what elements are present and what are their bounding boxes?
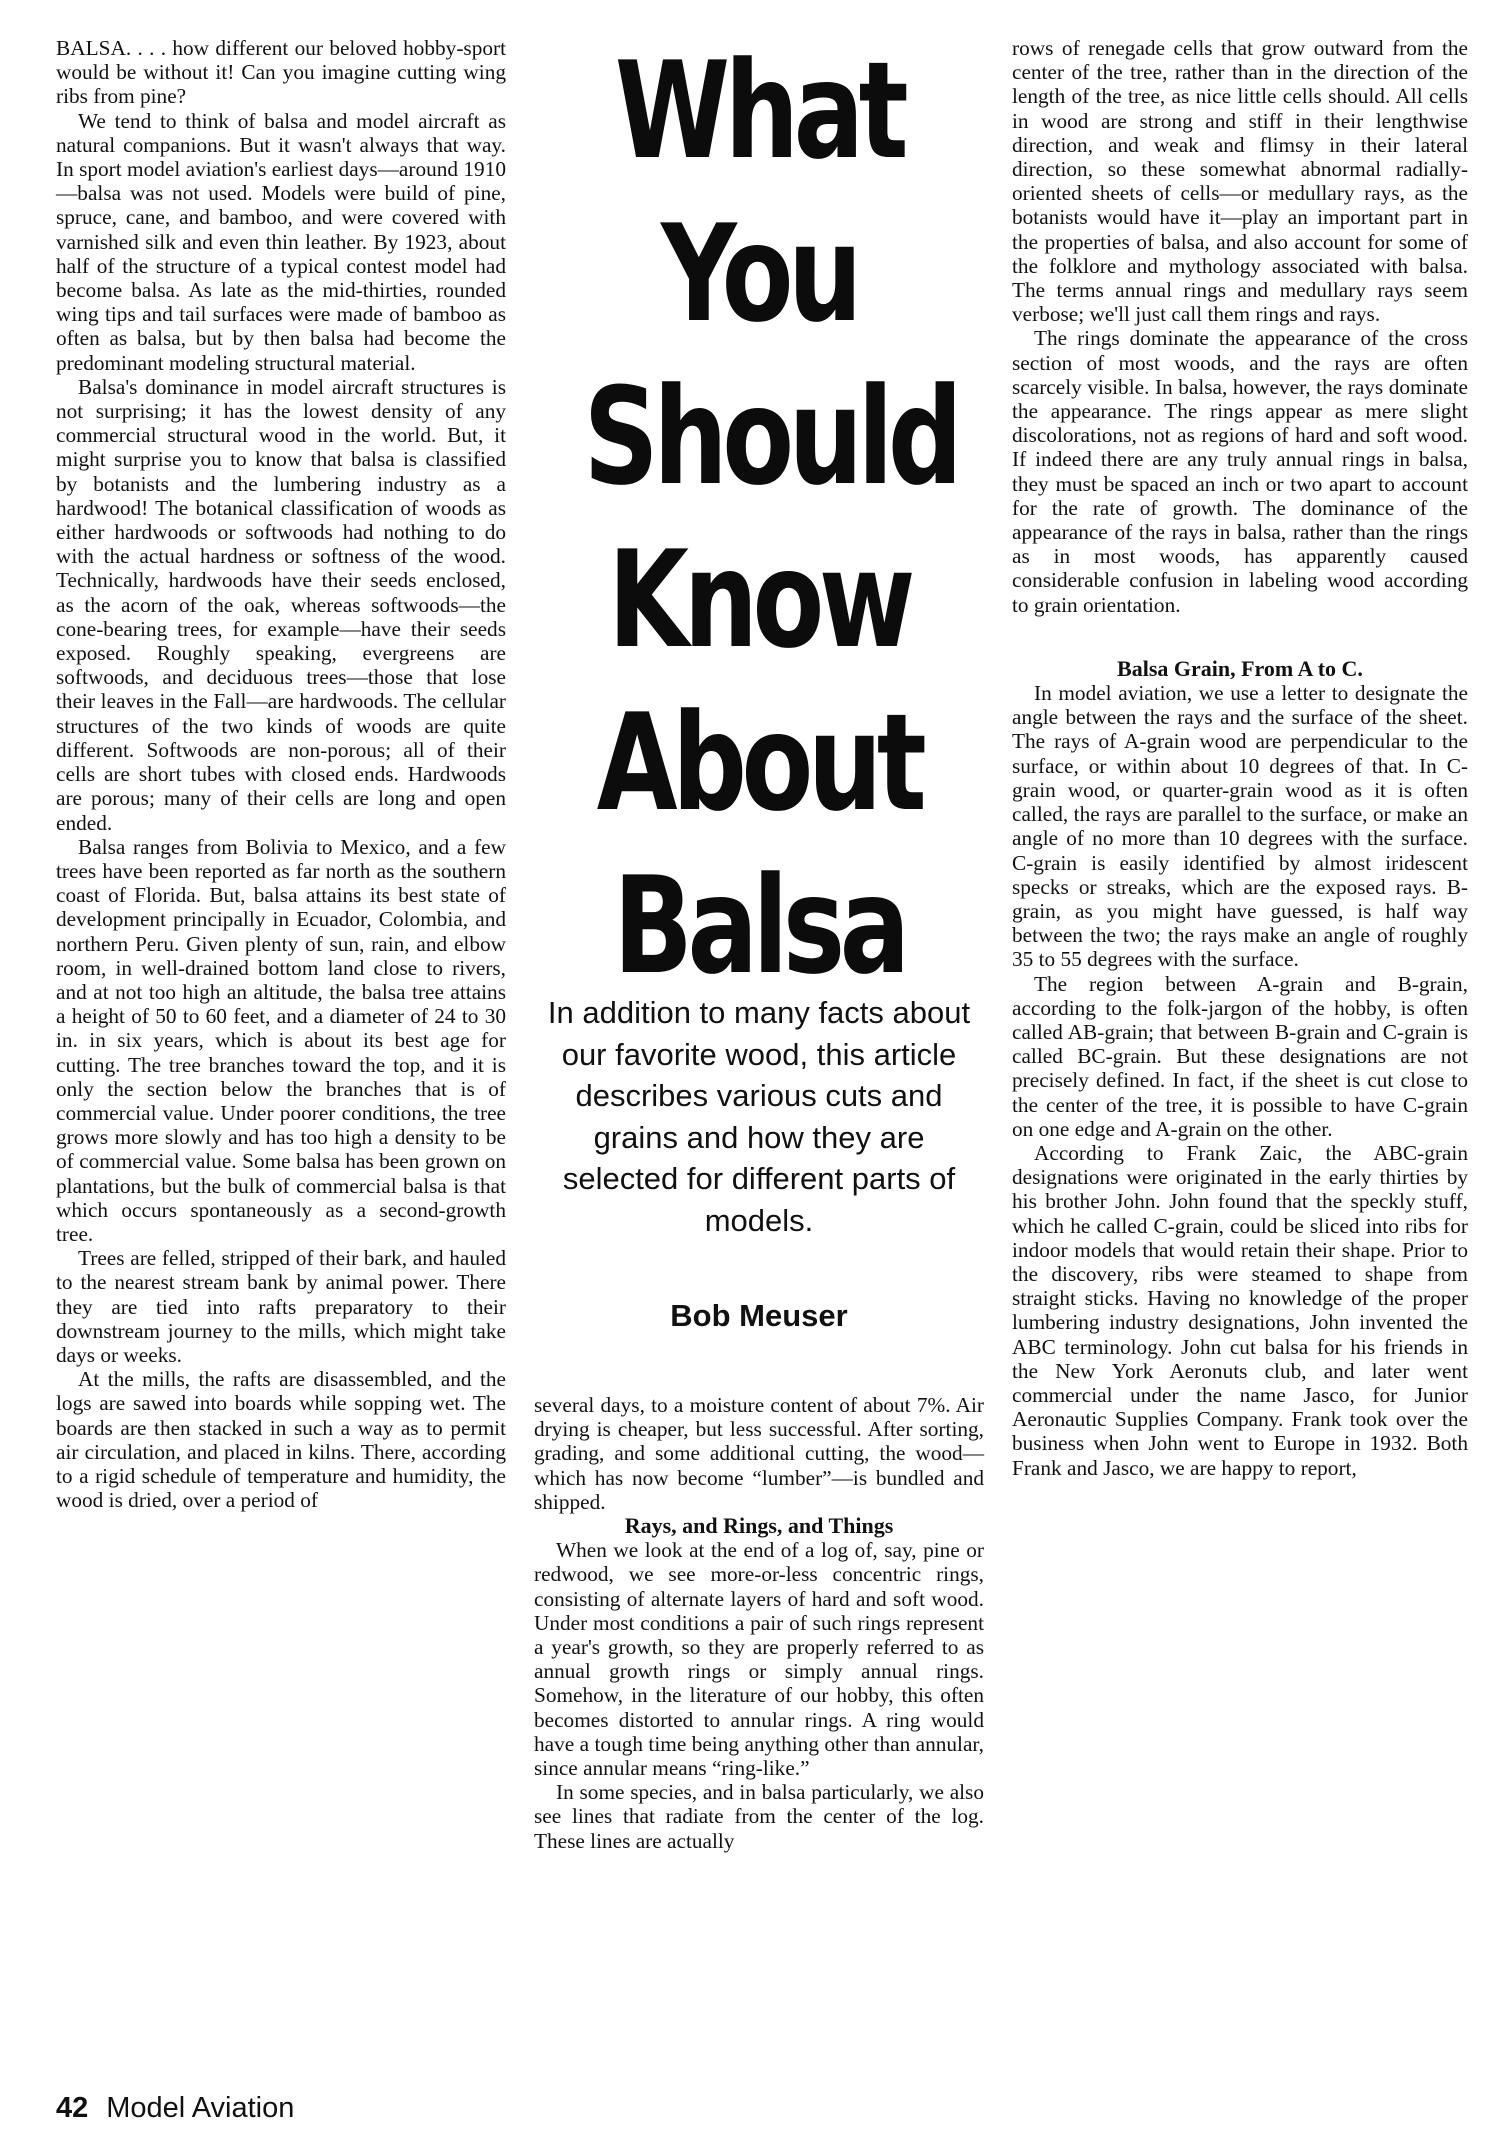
- right-column: [1012, 36, 1468, 1480]
- body-paragraph: BALSA. . . . how different our beloved hobby-sport would be without it! Can you imagine cutting wing ribs from pine?: [56, 36, 506, 109]
- title-line: Should: [583, 359, 958, 515]
- middle-column: [534, 1393, 984, 1853]
- body-paragraph: In model aviation, we use a letter to designate the angle between the rays and the surface of the sheet. The rays of A-grain wood are perpendicular to the surface, or within about 10 degrees of that. In C-grain wood, or quarter-grain wood as it is often called, the rays are parallel to the surface, or make an angle of no more than 10 degrees with the surface. C-grain is easily identified by almost iridescent specks or streaks, which are the exposed rays. B-grain, as you might have guessed, is half way between the two; the rays make an angle of roughly 35 to 55 degrees with the surface.: [1012, 681, 1468, 972]
- body-paragraph: The rings dominate the appearance of the cross section of most woods, and the rays are often scarcely visible. In balsa, however, the rays dominate the appearance. The rings appear as mere slight discolorations, not as regions of hard and soft wood. If indeed there are any truly annual rings in balsa, they must be spaced an inch or two apart to account for the rate of growth. The dominance of the appearance of the rays in balsa, rather than the rings as in most woods, has apparently caused considerable confusion in labeling wood according to grain orientation.: [1012, 326, 1468, 617]
- body-paragraph: At the mills, the rafts are disassembled, and the logs are sawed into boards while sopping wet. The boards are then stacked in such a way as to permit air circulation, and placed in kilns. There, according to a rigid schedule of temperature and humidity, the wood is dried, over a period of: [56, 1367, 506, 1513]
- body-paragraph: We tend to think of balsa and model aircraft as natural companions. But it wasn't always that way. In sport model aviation's earliest days—around 1910—balsa was not used. Models were build of pine, spruce, cane, and bamboo, and were covered with varnished silk and even thin leather. By 1923, about half of the structure of a typical contest model had become balsa. As late as the mid-thirties, rounded wing tips and tail surfaces were made of bamboo as often as balsa, but by then balsa had become the predominant modeling structural material.: [56, 108, 506, 375]
- page-footer: [56, 2092, 294, 2125]
- body-paragraph: In some species, and in balsa particularly, we also see lines that radiate from the center of the log. These lines are actually: [534, 1780, 984, 1853]
- body-paragraph: When we look at the end of a log of, say, pine or redwood, we see more-or-less concentric rings, consisting of alternate layers of hard and soft wood. Under most conditions a pair of such rings represent a year's growth, so they are properly referred to as annual growth rings or simply annual rings. Somehow, in the literature of our hobby, this often becomes distorted to annular rings. A ring would have a tough time being anything other than annular, since annular means “ring-like.”: [534, 1538, 984, 1781]
- body-paragraph: Balsa's dominance in model aircraft structures is not surprising; it has the lowest density of any commercial structural wood in the world. But, it might surprise you to know that balsa is classified by botanists and the lumbering industry as a hardwood! The botanical classification of woods as either hardwoods or softwoods had nothing to do with the actual hardness or softness of the wood. Technically, hardwoods have their seeds enclosed, as the acorn of the oak, whereas softwoods—the cone-bearing trees, for example—have their seeds exposed. Roughly speaking, evergreens are softwoods, and deciduous trees—those that lose their leaves in the Fall—are hardwoods. The cellular structures of the two kinds of woods are quite different. Softwoods are non-porous; all of their cells are short tubes with closed ends. Hardwoods are porous; many of their cells are long and open ended.: [56, 374, 506, 835]
- body-paragraph: several days, to a moisture content of about 7%. Air drying is cheaper, but less successful. After sorting, grading, and some additional cutting, the wood—which has now become “lumber”—is bundled and shipped.: [534, 1393, 984, 1514]
- title-line: What: [614, 33, 904, 189]
- article-title: [534, 30, 984, 1008]
- body-paragraph: Balsa ranges from Bolivia to Mexico, and a few trees have been reported as far north as the southern coast of Florida. But, balsa attains its best state of development principally in Ecuador, Colombia, and northern Peru. Given plenty of sun, rain, and elbow room, in well-drained bottom land close to rivers, and at not too high an altitude, the balsa tree attains a height of 50 to 60 feet, and a diameter of 24 to 30 in. in six years, which is about its best age for cutting. The tree branches toward the top, and it is only the section below the branches that is of commercial value. Under poorer conditions, the tree grows more slowly and has too high a density to be of commercial value. Some balsa has been grown on plantations, but the bulk of commercial balsa is that which occurs spontaneously as a second-growth tree.: [56, 834, 506, 1246]
- publication-name: Model Aviation: [106, 2092, 295, 2124]
- title-line: You: [661, 196, 857, 352]
- body-paragraph: The region between A-grain and B-grain, according to the folk-jargon of the hobby, is often called AB-grain; that between B-grain and C-grain is called BC-grain. But these designations are not precisely defined. In fact, if the sheet is cut close to the center of the tree, it is possible to have C-grain on one edge and A-grain on the other.: [1012, 971, 1468, 1141]
- left-column: [56, 36, 506, 1512]
- title-line: Balsa: [613, 848, 905, 1004]
- body-paragraph: Trees are felled, stripped of their bark, and hauled to the nearest stream bank by animal power. There they are tied into rafts preparatory to their downstream journey to the mills, which might take days or weeks.: [56, 1246, 506, 1367]
- title-line: About: [596, 685, 922, 841]
- section-subhead: Balsa Grain, From A to C.: [1117, 655, 1363, 681]
- title-line: Know: [608, 522, 910, 678]
- byline: Bob Meuser: [670, 1298, 848, 1333]
- body-paragraph: According to Frank Zaic, the ABC-grain designations were originated in the early thirties by his brother John. John found that the speckly stuff, which he called C-grain, could be sliced into ribs for indoor models that would retain their shape. Prior to the discovery, ribs were steamed to shape from straight sticks. Having no knowledge of the proper lumbering industry designations, John invented the ABC terminology. John cut balsa for his friends in the New York Aeronuts club, and later went commercial under the name Jasco, for Junior Aeronautic Supplies Company. Frank took over the business when John went to Europe in 1932. Both Frank and Jasco, we are happy to report,: [1012, 1140, 1468, 1480]
- page-number: 42: [56, 2092, 89, 2124]
- body-paragraph: rows of renegade cells that grow outward from the center of the tree, rather than in the direction of the length of the tree, as nice little cells should. All cells in wood are strong and stiff in their lengthwise direction, and weak and flimsy in their lateral direction, so these somewhat abnormal radially-oriented sheets of cells—or medullary rays, as the botanists would have it—play an important part in the properties of balsa, and also account for some of the folklore and mythology associated with balsa. The terms annual rings and medullary rays seem verbose; we'll just call them rings and rays.: [1012, 36, 1468, 327]
- section-subhead: Rays, and Rings, and Things: [624, 1513, 894, 1539]
- article-deck: In addition to many facts about our favorite wood, this article describes various cuts and grains and how they are selected for different parts of models.: [547, 995, 971, 1238]
